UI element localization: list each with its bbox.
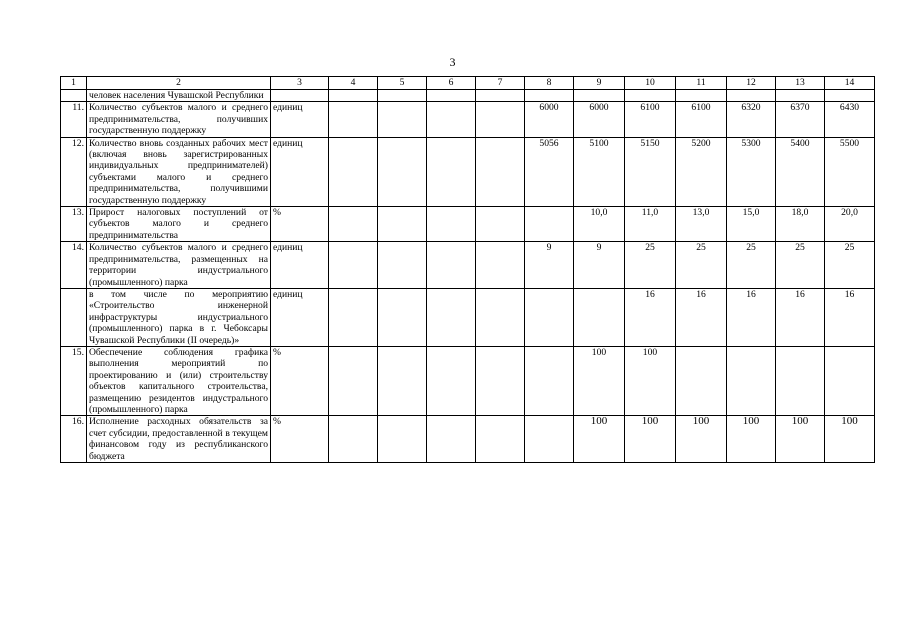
indicator-value xyxy=(329,90,378,102)
indicator-value xyxy=(329,346,378,415)
indicator-value xyxy=(378,207,427,242)
indicator-value: 5200 xyxy=(676,137,727,206)
indicator-value xyxy=(825,90,875,102)
unit-of-measure: единиц xyxy=(271,288,329,346)
indicator-value xyxy=(427,90,476,102)
indicator-value xyxy=(574,90,625,102)
indicator-value: 6320 xyxy=(727,102,776,137)
indicator-value: 6000 xyxy=(574,102,625,137)
indicator-value xyxy=(378,137,427,206)
indicator-name: в том числе по мероприятию «Строительство инженерной инфраструктуры индустриального (промышленного) парка в г. Чебоксары Чувашской Республики (II очередь)» xyxy=(87,288,271,346)
column-number: 3 xyxy=(271,77,329,90)
indicator-value xyxy=(427,416,476,463)
indicator-value xyxy=(427,242,476,289)
indicator-value: 100 xyxy=(574,416,625,463)
indicator-value xyxy=(476,207,525,242)
table-row xyxy=(61,102,875,137)
indicator-name: Прирост налоговых поступлений от субъектов малого и среднего предпринимательства xyxy=(87,207,271,242)
indicator-name: Количество субъектов малого и среднего предпринимательства, размещенных на территории индустриального (промышленного) парка xyxy=(87,242,271,289)
indicator-value xyxy=(329,288,378,346)
column-number: 2 xyxy=(87,77,271,90)
column-number: 10 xyxy=(625,77,676,90)
indicator-value xyxy=(378,242,427,289)
indicator-value xyxy=(378,288,427,346)
table-row xyxy=(61,242,875,289)
indicator-value xyxy=(825,346,875,415)
indicator-value: 16 xyxy=(727,288,776,346)
row-number xyxy=(61,90,87,102)
column-number: 11 xyxy=(676,77,727,90)
indicator-value xyxy=(329,137,378,206)
indicator-value: 16 xyxy=(676,288,727,346)
indicator-value: 9 xyxy=(525,242,574,289)
indicator-value: 25 xyxy=(676,242,727,289)
page-number: 3 xyxy=(449,55,456,69)
indicator-value xyxy=(525,90,574,102)
indicator-value xyxy=(476,102,525,137)
indicator-value xyxy=(525,346,574,415)
table-row xyxy=(61,288,875,346)
indicator-name: Обеспечение соблюдения графика выполнения мероприятий по проектированию и (или) строительству объектов капитального строительства, размещению резидентов индустрального (промышленного) парка xyxy=(87,346,271,415)
indicators-table xyxy=(60,76,875,463)
column-number: 5 xyxy=(378,77,427,90)
table-row xyxy=(61,207,875,242)
column-number: 8 xyxy=(525,77,574,90)
indicator-value xyxy=(329,207,378,242)
indicator-value: 25 xyxy=(825,242,875,289)
indicator-value xyxy=(427,346,476,415)
column-number: 6 xyxy=(427,77,476,90)
row-number: 13. xyxy=(61,207,87,242)
row-number: 11. xyxy=(61,102,87,137)
indicator-value xyxy=(378,416,427,463)
indicator-name: Количество субъектов малого и среднего предпринимательства, получивших государственную поддержку xyxy=(87,102,271,137)
indicator-value xyxy=(329,242,378,289)
indicator-value xyxy=(476,416,525,463)
indicator-value: 16 xyxy=(825,288,875,346)
indicator-value: 100 xyxy=(625,346,676,415)
indicator-value: 100 xyxy=(825,416,875,463)
column-number: 1 xyxy=(61,77,87,90)
unit-of-measure: единиц xyxy=(271,102,329,137)
unit-of-measure xyxy=(271,90,329,102)
indicator-value xyxy=(525,288,574,346)
indicator-value: 16 xyxy=(776,288,825,346)
indicator-value xyxy=(476,288,525,346)
row-number: 12. xyxy=(61,137,87,206)
unit-of-measure: % xyxy=(271,346,329,415)
indicator-value xyxy=(727,346,776,415)
indicator-value xyxy=(427,207,476,242)
indicator-value: 25 xyxy=(727,242,776,289)
indicator-value xyxy=(329,102,378,137)
indicator-value: 6370 xyxy=(776,102,825,137)
column-number: 13 xyxy=(776,77,825,90)
indicator-value: 10,0 xyxy=(574,207,625,242)
indicator-value xyxy=(476,137,525,206)
indicator-value xyxy=(676,346,727,415)
row-number: 14. xyxy=(61,242,87,289)
indicator-value xyxy=(727,90,776,102)
indicator-value: 20,0 xyxy=(825,207,875,242)
indicator-value: 5100 xyxy=(574,137,625,206)
indicator-value xyxy=(776,346,825,415)
indicator-value xyxy=(525,416,574,463)
indicator-value xyxy=(427,288,476,346)
indicator-value: 5056 xyxy=(525,137,574,206)
table-row xyxy=(61,416,875,463)
indicator-value xyxy=(625,90,676,102)
indicator-value: 25 xyxy=(776,242,825,289)
indicator-value: 100 xyxy=(625,416,676,463)
indicator-value: 13,0 xyxy=(676,207,727,242)
indicator-value xyxy=(476,346,525,415)
indicator-value xyxy=(378,102,427,137)
indicator-value: 6430 xyxy=(825,102,875,137)
indicator-value: 5150 xyxy=(625,137,676,206)
indicator-value: 15,0 xyxy=(727,207,776,242)
column-number: 14 xyxy=(825,77,875,90)
table-row xyxy=(61,137,875,206)
column-number: 12 xyxy=(727,77,776,90)
indicator-value: 100 xyxy=(727,416,776,463)
indicator-value: 5500 xyxy=(825,137,875,206)
indicator-value: 25 xyxy=(625,242,676,289)
indicator-value xyxy=(329,416,378,463)
indicator-value xyxy=(525,207,574,242)
indicator-value: 5300 xyxy=(727,137,776,206)
indicator-value: 9 xyxy=(574,242,625,289)
column-number: 9 xyxy=(574,77,625,90)
indicator-value: 6100 xyxy=(625,102,676,137)
unit-of-measure: единиц xyxy=(271,242,329,289)
indicator-name: человек населения Чувашской Республики xyxy=(87,90,271,102)
indicator-value: 100 xyxy=(776,416,825,463)
row-number: 15. xyxy=(61,346,87,415)
indicator-value: 18,0 xyxy=(776,207,825,242)
indicator-name: Исполнение расходных обязательств за счет субсидии, предоставленной в текущем финансовом году из республиканского бюджета xyxy=(87,416,271,463)
table-row xyxy=(61,90,875,102)
row-number xyxy=(61,288,87,346)
indicator-value xyxy=(476,90,525,102)
column-numbers-row xyxy=(61,77,875,90)
unit-of-measure: единиц xyxy=(271,137,329,206)
indicator-value: 100 xyxy=(574,346,625,415)
indicator-value: 100 xyxy=(676,416,727,463)
indicator-value xyxy=(427,137,476,206)
indicator-value xyxy=(427,102,476,137)
table-row xyxy=(61,346,875,415)
unit-of-measure: % xyxy=(271,207,329,242)
indicator-value: 11,0 xyxy=(625,207,676,242)
indicator-value xyxy=(676,90,727,102)
unit-of-measure: % xyxy=(271,416,329,463)
column-number: 7 xyxy=(476,77,525,90)
indicator-value xyxy=(378,346,427,415)
indicator-name: Количество вновь созданных рабочих мест (включая вновь зарегистрированных индивидуальных предпринимателей) субъектами малого и среднего предпринимательства, получившими государственную поддержку xyxy=(87,137,271,206)
indicator-value xyxy=(574,288,625,346)
indicator-value xyxy=(378,90,427,102)
indicator-value xyxy=(476,242,525,289)
indicator-value: 6000 xyxy=(525,102,574,137)
column-number: 4 xyxy=(329,77,378,90)
indicator-value: 6100 xyxy=(676,102,727,137)
indicator-value: 16 xyxy=(625,288,676,346)
row-number: 16. xyxy=(61,416,87,463)
indicator-value: 5400 xyxy=(776,137,825,206)
indicator-value xyxy=(776,90,825,102)
